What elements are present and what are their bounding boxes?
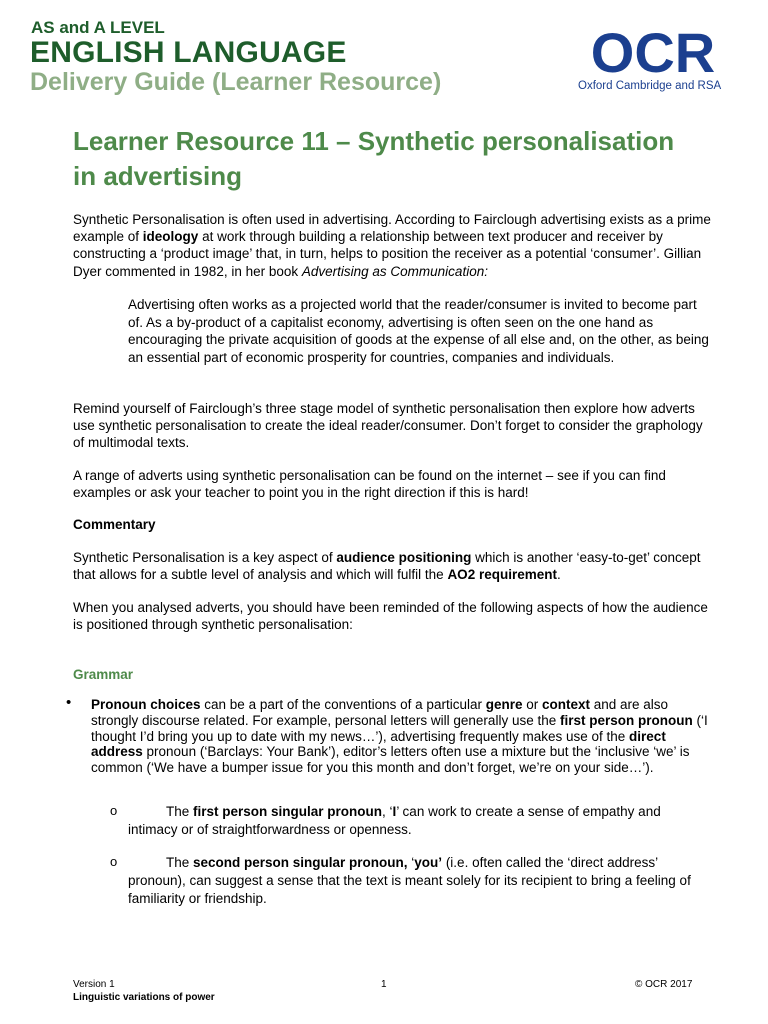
bold-genre: genre: [485, 697, 523, 712]
bold-context: context: [542, 697, 591, 712]
sub-bullet-marker: o: [110, 854, 118, 869]
bold-first-person-singular: first person singular pronoun: [193, 804, 383, 819]
intro-book-title: Advertising as Communication:: [301, 263, 488, 279]
header-kicker: AS and A LEVEL: [31, 18, 165, 37]
sub-bullet-first-person: [128, 803, 708, 839]
bold-i: I: [392, 804, 397, 819]
sub-bullet-second-person: [128, 854, 708, 907]
sub2-text-2: ‘: [407, 855, 415, 870]
bullet1-text-5: pronoun (‘Barclays: Your Bank’), editor’s letters often use a mixture but the ‘inclusive ‘we’ is common (‘We have a bumper issue for you this month and don’t forget, we’re on your side…’).: [91, 744, 690, 776]
commentary-text-2: which is another ‘easy-to-get’ concept that allows for a subtle level of analysis and which will fulfil the: [73, 550, 701, 583]
commentary-text-1: Synthetic Personalisation is a key aspect of: [73, 550, 337, 565]
intro-text-1: Synthetic Personalisation is often used in advertising. According to Fairclough advertising exists as a prime example of: [73, 212, 711, 245]
footer-page-number: 1: [381, 979, 387, 990]
commentary-paragraph: [73, 549, 713, 583]
footer-copyright: © OCR 2017: [635, 979, 693, 990]
bullet1-text-4: (‘I thought I’d bring you up to date with my news…’), advertising frequently makes use of the: [91, 712, 708, 744]
bullet-marker: •: [66, 694, 72, 711]
ocr-logo-text: OCR: [590, 26, 716, 78]
sub-bullet-marker: o: [110, 803, 118, 818]
remind-paragraph: Remind yourself of Fairclough’s three stage model of synthetic personalisation then explore how adverts use synthetic personalisation to create the ideal reader/consumer. Don’t forget to consider the graphology of multimodal texts.: [73, 401, 703, 451]
range-paragraph: A range of adverts using synthetic personalisation can be found on the internet – see if you can find examples or ask your teacher to point you in the right direction if this is hard!: [73, 468, 666, 501]
block-quote: Advertising often works as a projected world that the reader/consumer is invited to become part of. As a by-product of a capitalist economy, advertising is often seen on the one hand as encouraging the private acquisition of goods at the expense of all else and, on the other, as being an essential part of economic prosperity for countries, companies and individuals.: [128, 297, 709, 365]
commentary-heading: Commentary: [73, 517, 156, 532]
intro-bold-ideology: ideology: [142, 229, 199, 245]
sub1-text-3: ’ can work to create a sense of empathy and intimacy or of straightforwardness or openness.: [128, 804, 661, 837]
bullet-pronoun-choices: [91, 697, 711, 776]
intro-paragraph: [73, 211, 713, 280]
bullet1-text-1: can be a part of the conventions of a particular: [200, 697, 486, 712]
footer-unit-title: Linguistic variations of power: [73, 992, 215, 1003]
bold-first-person-pronoun: first person pronoun: [559, 712, 693, 728]
bold-pronoun-choices: Pronoun choices: [91, 697, 201, 712]
header-title: ENGLISH LANGUAGE: [30, 36, 347, 69]
bold-second-person-singular: second person singular pronoun,: [193, 855, 408, 870]
ocr-logo: [570, 26, 735, 98]
sub1-text-2: , ‘: [382, 804, 393, 819]
bold-you: you’: [414, 855, 443, 870]
ocr-logo-mark: [573, 26, 733, 78]
sub2-text-1: The: [166, 855, 194, 870]
footer-version: Version 1: [73, 979, 115, 990]
intro-text-2: at work through building a relationship between text producer and receiver by constructing a ‘product image’ that, in turn, helps to position the receiver as a potential ‘consumer’. Gillian Dyer commented in 1982, in her book: [73, 229, 702, 279]
sub1-text-1: The: [166, 804, 194, 819]
header-subtitle: Delivery Guide (Learner Resource): [30, 68, 442, 96]
commentary-text-3: .: [556, 567, 561, 583]
ocr-logo-tagline: Oxford Cambridge and RSA: [578, 80, 722, 92]
grammar-heading: Grammar: [73, 667, 134, 682]
sub2-text-3: (i.e. often called the ‘direct address’ pronoun), can suggest a sense that the text is meant solely for its recipient to bring a feeling of familiarity or friendship.: [128, 855, 691, 906]
bold-direct-address: direct address: [91, 728, 666, 760]
analysed-paragraph: When you analysed adverts, you should have been reminded of the following aspects of how the audience is positioned through synthetic personalisation:: [73, 600, 708, 633]
commentary-bold-ao2: AO2 requirement: [447, 567, 557, 583]
page-title: Learner Resource 11 – Synthetic personalisation in advertising: [73, 126, 675, 191]
bullet1-text-3: and are also strongly discourse related. For example, personal letters will generally use the: [91, 697, 669, 728]
commentary-bold-audience-positioning: audience positioning: [336, 550, 472, 565]
bullet1-text-2: or: [522, 697, 542, 712]
